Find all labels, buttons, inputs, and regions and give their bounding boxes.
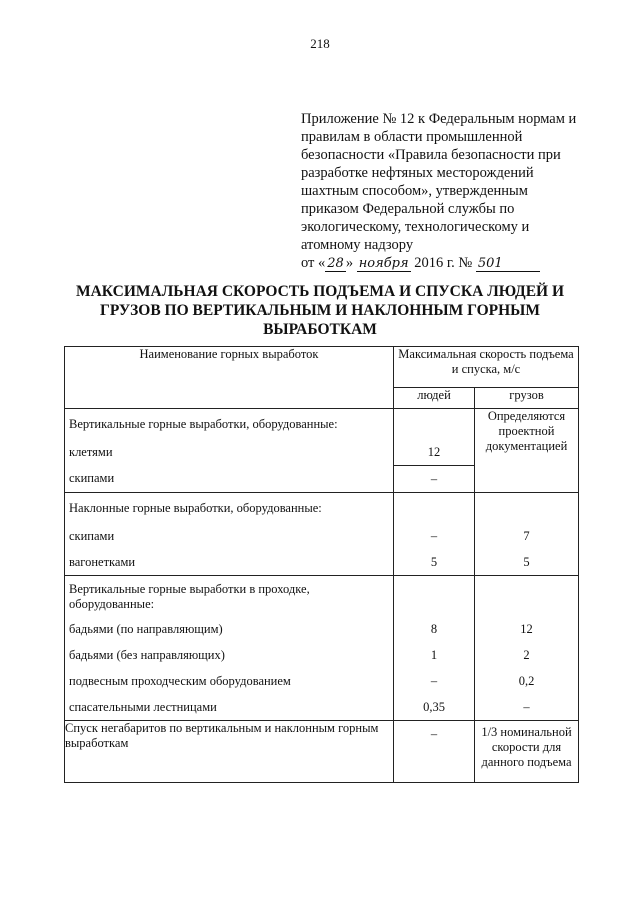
- table-row-group1: [65, 409, 579, 493]
- page-number: 218: [310, 36, 330, 51]
- group2-row2-goods: 5: [523, 555, 530, 569]
- group3-people-cell: [394, 576, 475, 721]
- group3-goods-cell: [475, 576, 579, 721]
- appendix-line: правилам в области промышленной: [301, 129, 523, 145]
- appendix-line: безопасности «Правила безопасности при: [301, 147, 561, 163]
- group3-row2-goods: 2: [523, 648, 530, 662]
- group3-row1-people: 8: [430, 622, 438, 636]
- document-title: МАКСИМАЛЬНАЯ СКОРОСТЬ ПОДЪЕМА И СПУСКА ЛЮДЕЙ И ГРУЗОВ ПО ВЕРТИКАЛЬНЫМ И НАКЛОННЫМ ГОРНЫМ ВЫРАБОТКАМ: [75, 283, 565, 338]
- group2-row2-name: вагонетками: [69, 555, 136, 569]
- header-goods: грузов: [475, 388, 579, 409]
- appendix-line: экологическому, технологическому и: [301, 219, 530, 235]
- group3-row3-people: –: [430, 674, 438, 688]
- group1-name-cell: [65, 409, 394, 493]
- group1-row2-name: скипами: [69, 471, 115, 485]
- speed-table: [64, 346, 579, 783]
- group3-row3-goods: 0,2: [518, 674, 535, 688]
- table-row-group4: [65, 721, 579, 783]
- group1-row1-people: 12: [427, 445, 441, 459]
- group3-row2-people: 1: [430, 648, 438, 662]
- handwritten-day: 28: [327, 256, 344, 271]
- group2-title: Наклонные горные выработки, оборудованные:: [69, 501, 322, 515]
- group3-row1-name: бадьями (по направляющим): [69, 622, 223, 636]
- group1-goods-note: Определяются проектной документацией: [475, 409, 579, 493]
- group2-row1-goods: 7: [523, 529, 530, 543]
- group4-name: Спуск негабаритов по вертикальным и наклонным горным выработкам: [65, 721, 394, 783]
- group1-title: Вертикальные горные выработки, оборудованные:: [69, 417, 338, 431]
- appendix-note: [301, 110, 601, 272]
- group3-row4-goods: –: [523, 700, 530, 714]
- group2-row1-name: скипами: [69, 529, 115, 543]
- table-row-group3: [65, 576, 579, 721]
- appendix-line: разработке нефтяных месторождений: [301, 165, 534, 181]
- group3-name-cell: [65, 576, 394, 721]
- appendix-line: Приложение № 12 к Федеральным нормам и: [301, 111, 577, 127]
- order-date-line: [301, 254, 601, 272]
- group3-title: Вертикальные горные выработки в проходке, оборудованные:: [69, 582, 310, 611]
- group1-row1-name: клетями: [69, 445, 113, 459]
- group2-row1-people: –: [430, 529, 438, 543]
- appendix-line: атомному надзору: [301, 237, 414, 253]
- group2-row2-people: 5: [430, 555, 438, 569]
- group3-row4-name: спасательными лестницами: [69, 700, 217, 714]
- group4-goods: 1/3 номинальной скорости для данного подъема: [475, 721, 579, 783]
- header-name: Наименование горных выработок: [65, 347, 394, 409]
- group4-people: –: [394, 721, 475, 783]
- appendix-line: приказом Федеральной службы по: [301, 201, 515, 217]
- group2-people-cell: [394, 493, 475, 576]
- group3-row1-goods: 12: [520, 622, 533, 636]
- date-year: 2016 г. №: [414, 255, 473, 271]
- group3-row4-people: 0,35: [423, 700, 445, 714]
- table-row-group2: [65, 493, 579, 576]
- group3-row3-name: подвесным проходческим оборудованием: [69, 674, 291, 688]
- group2-goods-cell: [475, 493, 579, 576]
- group1-row2-people: –: [394, 465, 474, 492]
- handwritten-order-number: 501: [476, 257, 540, 272]
- group1-people-cell: [394, 409, 475, 493]
- date-prefix: от «: [301, 255, 326, 271]
- group2-name-cell: [65, 493, 394, 576]
- appendix-line: шахтным способом», утвержденным: [301, 183, 528, 199]
- handwritten-month: ноября: [358, 256, 409, 271]
- header-speed: Максимальная скорость подъема и спуска, м/с: [394, 347, 579, 388]
- group3-row2-name: бадьями (без направляющих): [69, 648, 225, 662]
- header-people: людей: [394, 388, 475, 409]
- date-quote-close: »: [345, 255, 354, 271]
